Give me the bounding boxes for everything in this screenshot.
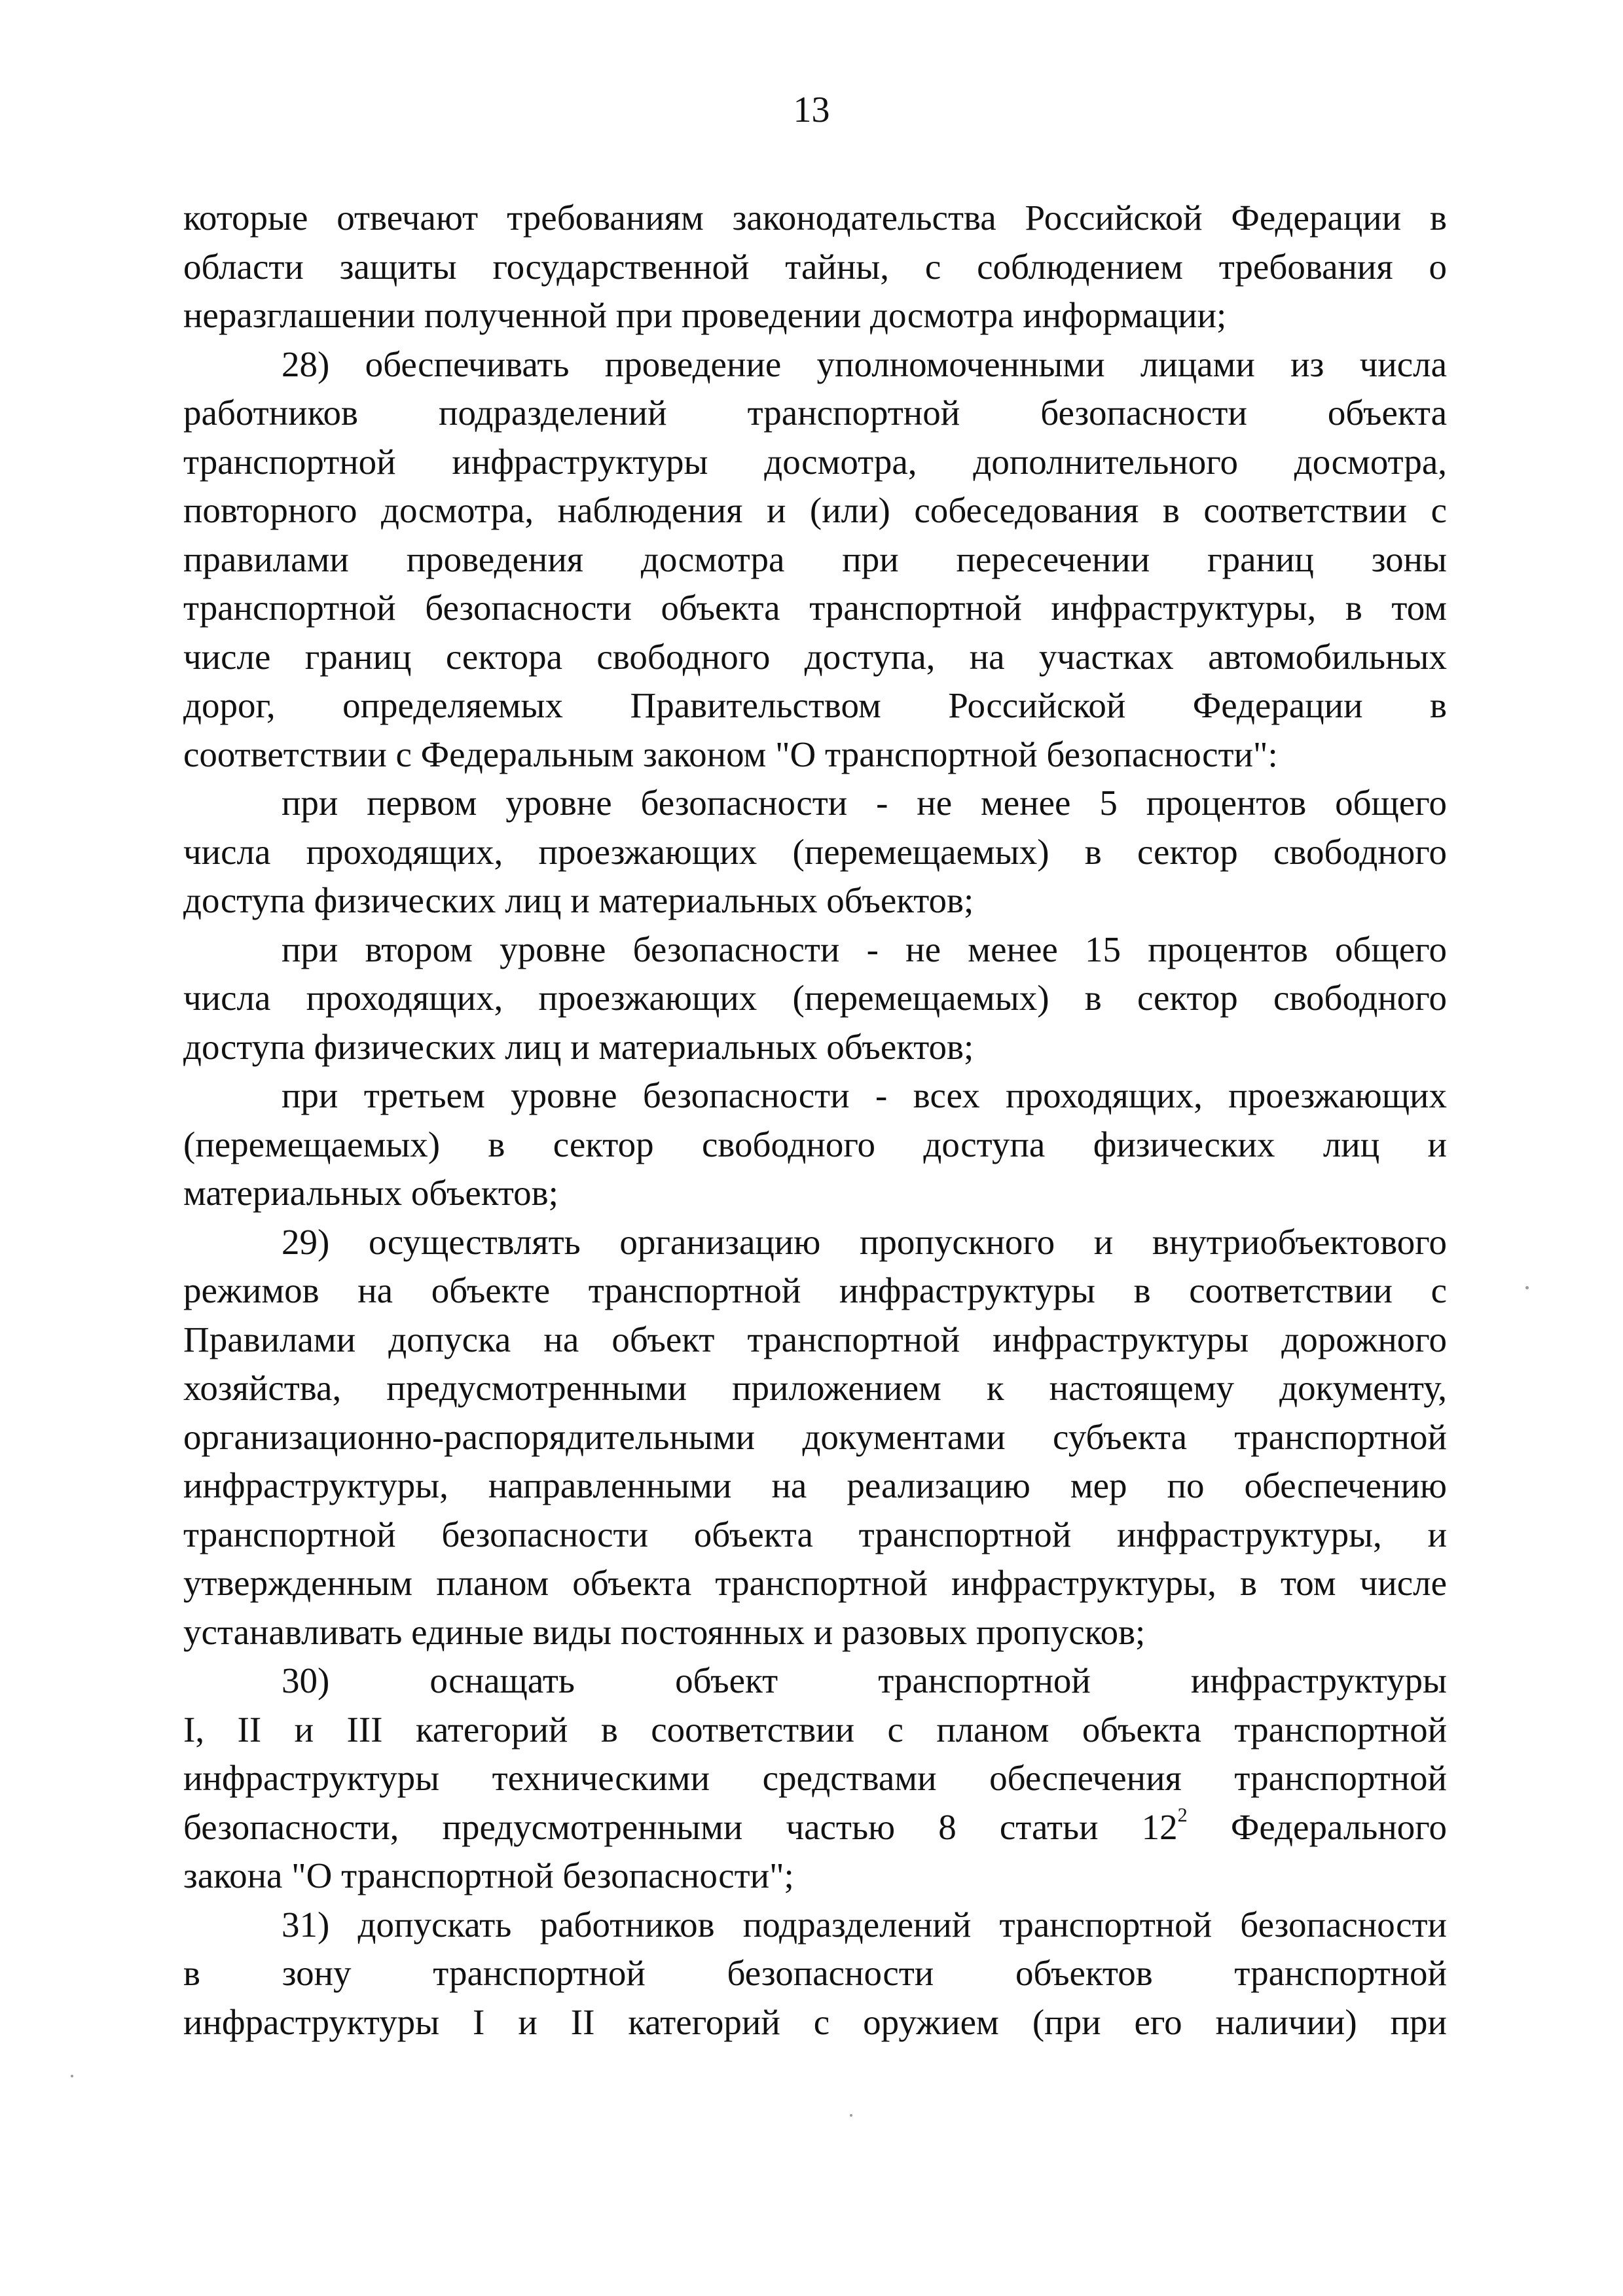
scan-speck [71, 2075, 73, 2077]
document-body [183, 194, 1447, 2047]
text-line [183, 1803, 1447, 1852]
text-line [183, 291, 1447, 340]
text-line [183, 1462, 1447, 1511]
text-line [183, 876, 1447, 925]
superscript: 2 [1177, 1803, 1188, 1826]
text-line-content: области защиты государственной тайны, с соблюдением требования о [183, 246, 1447, 287]
text-line-content: транспортной безопасности объекта транспортной инфраструктуры, и [183, 1514, 1447, 1554]
text-line [183, 828, 1447, 877]
text-line-content: утвержденным планом объекта транспортной инфраструктуры, в том числе [183, 1563, 1447, 1603]
text-line-content: материальных объектов; [183, 1173, 558, 1213]
text-line [183, 1949, 1447, 1998]
text-line-content: числа проходящих, проезжающих (перемещаемых) в сектор свободного [183, 978, 1447, 1018]
text-line [183, 730, 1447, 780]
text-line-content: закона "О транспортной безопасности"; [183, 1856, 794, 1895]
text-line-content: доступа физических лиц и материальных объектов; [183, 880, 974, 920]
text-line [183, 1852, 1447, 1901]
text-line-content: 29) осуществлять организацию пропускного и внутриобъектового [282, 1221, 1447, 1262]
text-line-tail: Федерального [1187, 1806, 1447, 1847]
text-line [183, 1998, 1447, 2047]
text-line [183, 1121, 1447, 1170]
text-line-content: правилами проведения досмотра при пересечении границ зоны [183, 539, 1447, 579]
text-line-content: (перемещаемых) в сектор свободного доступа физических лиц и [183, 1124, 1447, 1164]
text-line-content: инфраструктуры I и II категорий с оружием (при его наличии) при [183, 2001, 1447, 2042]
text-line-content: устанавливать единые виды постоянных и разовых пропусков; [183, 1611, 1146, 1652]
text-line-content: которые отвечают требованиям законодательства Российской Федерации в [183, 198, 1447, 238]
text-line [183, 1023, 1447, 1072]
text-line [183, 1413, 1447, 1462]
text-line [183, 1071, 1447, 1121]
text-line-content: Правилами допуска на объект транспортной инфраструктуры дорожного [183, 1319, 1447, 1359]
scan-speck [1525, 1286, 1529, 1289]
text-line [183, 243, 1447, 292]
text-line [183, 1169, 1447, 1218]
text-line-content: инфраструктуры техническими средствами обеспечения транспортной [183, 1758, 1447, 1798]
text-line-content: организационно-распорядительными документами субъекта транспортной [183, 1416, 1447, 1457]
text-line-content: при третьем уровне безопасности - всех проходящих, проезжающих [282, 1075, 1447, 1115]
text-line [183, 779, 1447, 828]
text-line [183, 1511, 1447, 1560]
text-line-content: числа проходящих, проезжающих (перемещаемых) в сектор свободного [183, 831, 1447, 872]
text-line [183, 1657, 1447, 1706]
text-line [183, 1266, 1447, 1316]
scan-speck [850, 2114, 852, 2117]
text-line-content: доступа физических лиц и материальных объектов; [183, 1026, 974, 1067]
text-line [183, 340, 1447, 389]
text-line [183, 194, 1447, 243]
text-line-content: соответствии с Федеральным законом "О транспортной безопасности": [183, 734, 1278, 774]
text-line-content: транспортной безопасности объекта транспортной инфраструктуры, в том [183, 588, 1447, 628]
text-line-content: при первом уровне безопасности - не менее 5 процентов общего [282, 783, 1447, 823]
text-line [183, 1364, 1447, 1413]
text-line-content: дорог, определяемых Правительством Российской Федерации в [183, 685, 1447, 725]
text-line [183, 925, 1447, 975]
text-line-content: инфраструктуры, направленными на реализацию мер по обеспечению [183, 1465, 1447, 1505]
text-line [183, 486, 1447, 535]
text-line-content: при втором уровне безопасности - не менее 15 процентов общего [282, 929, 1447, 969]
text-line [183, 1706, 1447, 1755]
text-line [183, 389, 1447, 438]
text-line-content: хозяйства, предусмотренными приложением к настоящему документу, [183, 1368, 1447, 1408]
text-line-content: работников подразделений транспортной безопасности объекта [183, 393, 1447, 433]
text-line [183, 1316, 1447, 1365]
text-line [183, 1559, 1447, 1608]
text-line [183, 1901, 1447, 1950]
text-line-content: безопасности, предусмотренными частью 8 статьи 12 [183, 1806, 1178, 1847]
text-line [183, 1608, 1447, 1657]
text-line-content: 30) оснащать объект транспортной инфраструктуры [282, 1660, 1447, 1700]
text-line-content: транспортной инфраструктуры досмотра, дополнительного досмотра, [183, 441, 1447, 482]
text-line [183, 974, 1447, 1023]
text-line [183, 1754, 1447, 1803]
text-line-content: I, II и III категорий в соответствии с планом объекта транспортной [183, 1709, 1447, 1749]
text-line-content: в зону транспортной безопасности объектов транспортной [183, 1953, 1447, 1993]
text-line [183, 438, 1447, 487]
text-line-content: 31) допускать работников подразделений транспортной безопасности [282, 1904, 1447, 1945]
page-number: 13 [793, 90, 830, 130]
text-line-content: 28) обеспечивать проведение уполномоченными лицами из числа [282, 344, 1447, 384]
text-line-content: неразглашении полученной при проведении досмотра информации; [183, 295, 1227, 335]
text-line-content: режимов на объекте транспортной инфраструктуры в соответствии с [183, 1270, 1447, 1310]
text-line [183, 633, 1447, 682]
text-line [183, 1218, 1447, 1267]
text-line [183, 584, 1447, 633]
text-line [183, 681, 1447, 730]
text-line-content: числе границ сектора свободного доступа, на участках автомобильных [183, 636, 1447, 677]
text-line-content: повторного досмотра, наблюдения и (или) собеседования в соответствии с [183, 490, 1447, 530]
text-line [183, 535, 1447, 584]
